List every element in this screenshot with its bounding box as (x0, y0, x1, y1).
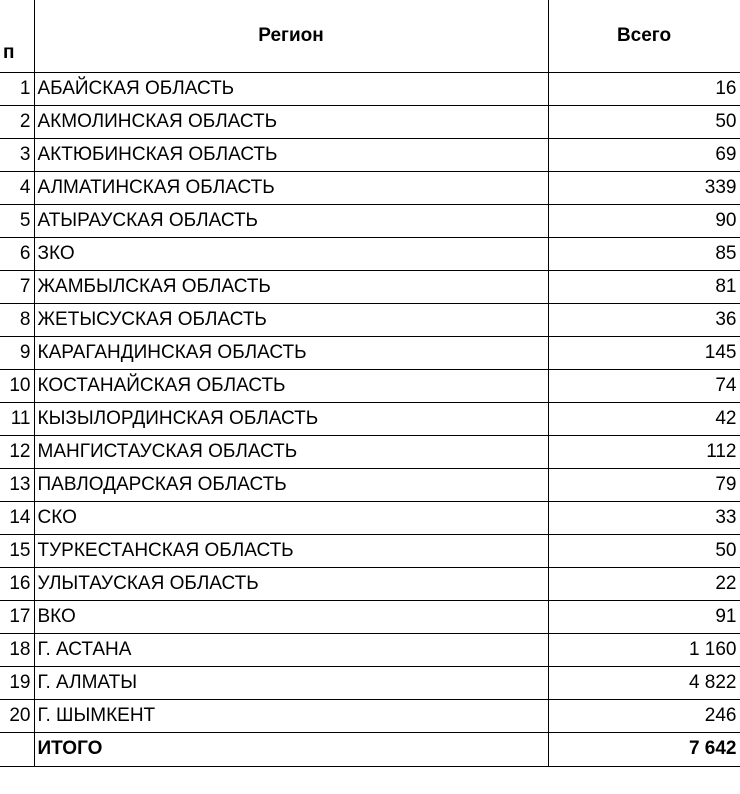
table-row (0, 501, 740, 534)
row-total: 339 (548, 171, 740, 204)
table-row (0, 600, 740, 633)
header-region: Регион (34, 0, 548, 72)
row-region: АТЫРАУСКАЯ ОБЛАСТЬ (34, 204, 548, 237)
row-number: 7 (0, 270, 34, 303)
row-number: 6 (0, 237, 34, 270)
table-row (0, 303, 740, 336)
row-total: 85 (548, 237, 740, 270)
row-region: ЗКО (34, 237, 548, 270)
header-total: Всего (548, 0, 740, 72)
row-region: ЖЕТЫСУСКАЯ ОБЛАСТЬ (34, 303, 548, 336)
row-total: 36 (548, 303, 740, 336)
table-row (0, 402, 740, 435)
table-row (0, 666, 740, 699)
row-region: КАРАГАНДИНСКАЯ ОБЛАСТЬ (34, 336, 548, 369)
row-total: 90 (548, 204, 740, 237)
row-region: ЖАМБЫЛСКАЯ ОБЛАСТЬ (34, 270, 548, 303)
total-label: ИТОГО (34, 732, 548, 766)
row-number: 19 (0, 666, 34, 699)
row-number: 20 (0, 699, 34, 732)
row-region: УЛЫТАУСКАЯ ОБЛАСТЬ (34, 567, 548, 600)
row-number: 1 (0, 72, 34, 105)
row-number: 15 (0, 534, 34, 567)
total-num-cell (0, 732, 34, 766)
table-row (0, 435, 740, 468)
row-total: 69 (548, 138, 740, 171)
row-total: 16 (548, 72, 740, 105)
table-row (0, 369, 740, 402)
table-row (0, 699, 740, 732)
row-region: МАНГИСТАУСКАЯ ОБЛАСТЬ (34, 435, 548, 468)
table-row (0, 171, 740, 204)
row-total: 74 (548, 369, 740, 402)
row-number: 16 (0, 567, 34, 600)
row-region: АКТЮБИНСКАЯ ОБЛАСТЬ (34, 138, 548, 171)
row-total: 112 (548, 435, 740, 468)
row-total: 81 (548, 270, 740, 303)
table-row (0, 468, 740, 501)
row-total: 91 (548, 600, 740, 633)
table-row (0, 336, 740, 369)
row-total: 50 (548, 534, 740, 567)
row-region: ВКО (34, 600, 548, 633)
table-header-row (0, 0, 740, 72)
row-number: 10 (0, 369, 34, 402)
table-row (0, 237, 740, 270)
row-region: ПАВЛОДАРСКАЯ ОБЛАСТЬ (34, 468, 548, 501)
row-total: 50 (548, 105, 740, 138)
total-value: 7 642 (548, 732, 740, 766)
row-number: 14 (0, 501, 34, 534)
table-row (0, 105, 740, 138)
row-region: ТУРКЕСТАНСКАЯ ОБЛАСТЬ (34, 534, 548, 567)
row-total: 79 (548, 468, 740, 501)
row-total: 4 822 (548, 666, 740, 699)
table-row (0, 270, 740, 303)
row-region: АЛМАТИНСКАЯ ОБЛАСТЬ (34, 171, 548, 204)
row-number: 18 (0, 633, 34, 666)
table-total-row (0, 732, 740, 766)
row-total: 33 (548, 501, 740, 534)
row-region: Г. ШЫМКЕНТ (34, 699, 548, 732)
row-number: 13 (0, 468, 34, 501)
row-number: 9 (0, 336, 34, 369)
table-row (0, 138, 740, 171)
row-total: 1 160 (548, 633, 740, 666)
row-total: 22 (548, 567, 740, 600)
row-region: Г. АСТАНА (34, 633, 548, 666)
table-row (0, 633, 740, 666)
row-number: 3 (0, 138, 34, 171)
row-total: 145 (548, 336, 740, 369)
table-row (0, 204, 740, 237)
row-total: 42 (548, 402, 740, 435)
row-region: Г. АЛМАТЫ (34, 666, 548, 699)
table-row (0, 534, 740, 567)
row-number: 8 (0, 303, 34, 336)
row-number: 2 (0, 105, 34, 138)
row-region: КОСТАНАЙСКАЯ ОБЛАСТЬ (34, 369, 548, 402)
row-number: 5 (0, 204, 34, 237)
row-number: 17 (0, 600, 34, 633)
row-total: 246 (548, 699, 740, 732)
header-num: п (0, 0, 34, 72)
row-region: КЫЗЫЛОРДИНСКАЯ ОБЛАСТЬ (34, 402, 548, 435)
row-region: СКО (34, 501, 548, 534)
row-region: АКМОЛИНСКАЯ ОБЛАСТЬ (34, 105, 548, 138)
row-number: 11 (0, 402, 34, 435)
row-number: 4 (0, 171, 34, 204)
row-region: АБАЙСКАЯ ОБЛАСТЬ (34, 72, 548, 105)
row-number: 12 (0, 435, 34, 468)
table-row (0, 567, 740, 600)
table-row (0, 72, 740, 105)
